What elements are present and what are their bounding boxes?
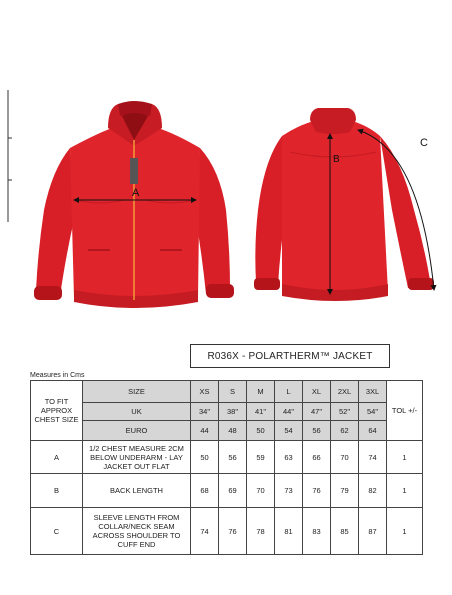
row-description: BACK LENGTH (83, 474, 191, 508)
value-cell: 83 (303, 508, 331, 555)
tol-label: TOL +/- (387, 381, 423, 441)
row-description: SLEEVE LENGTH FROM COLLAR/NECK SEAM ACROSS SHOULDER TO CUFF END (83, 508, 191, 555)
size-cell: M (247, 381, 275, 403)
uk-cell: 38" (219, 403, 247, 421)
row-code: B (31, 474, 83, 508)
table-row (31, 441, 423, 474)
value-cell: 70 (331, 441, 359, 474)
uk-cell: 52" (331, 403, 359, 421)
row-code: C (31, 508, 83, 555)
size-table (30, 380, 423, 555)
value-cell: 76 (303, 474, 331, 508)
value-cell: 68 (191, 474, 219, 508)
fit-label: TO FIT APPROX CHEST SIZE (31, 381, 83, 441)
uk-cell: 54" (359, 403, 387, 421)
euro-label: EURO (83, 421, 191, 441)
value-cell: 76 (219, 508, 247, 555)
tol-cell: 1 (387, 508, 423, 555)
row-code: A (31, 441, 83, 474)
table-row (31, 474, 423, 508)
euro-cell: 44 (191, 421, 219, 441)
size-cell: L (275, 381, 303, 403)
value-cell: 85 (331, 508, 359, 555)
size-cell: XS (191, 381, 219, 403)
value-cell: 82 (359, 474, 387, 508)
euro-cell: 50 (247, 421, 275, 441)
euro-cell: 62 (331, 421, 359, 441)
uk-cell: 47" (303, 403, 331, 421)
product-title: R036X - POLARTHERM™ JACKET (190, 344, 390, 368)
uk-cell: 34" (191, 403, 219, 421)
label-b: B (333, 154, 340, 165)
euro-cell: 56 (303, 421, 331, 441)
tol-cell: 1 (387, 474, 423, 508)
value-cell: 66 (303, 441, 331, 474)
measures-note: Measures in Cms (30, 372, 85, 379)
value-cell: 69 (219, 474, 247, 508)
uk-label: UK (83, 403, 191, 421)
euro-cell: 54 (275, 421, 303, 441)
uk-cell: 41" (247, 403, 275, 421)
table-row (31, 508, 423, 555)
size-cell: 3XL (359, 381, 387, 403)
value-cell: 78 (247, 508, 275, 555)
value-cell: 81 (275, 508, 303, 555)
label-a: A (132, 187, 140, 199)
back-jacket (254, 108, 434, 301)
euro-cell: 48 (219, 421, 247, 441)
value-cell: 79 (331, 474, 359, 508)
value-cell: 87 (359, 508, 387, 555)
size-label: SIZE (83, 381, 191, 403)
side-ruler (8, 90, 12, 222)
label-c: C (420, 137, 428, 149)
front-jacket (34, 101, 234, 308)
value-cell: 74 (359, 441, 387, 474)
value-cell: 73 (275, 474, 303, 508)
row-description: 1/2 CHEST MEASURE 2CM BELOW UNDERARM - LAY JACKET OUT FLAT (83, 441, 191, 474)
euro-cell: 64 (359, 421, 387, 441)
value-cell: 56 (219, 441, 247, 474)
value-cell: 59 (247, 441, 275, 474)
value-cell: 63 (275, 441, 303, 474)
size-cell: S (219, 381, 247, 403)
value-cell: 74 (191, 508, 219, 555)
value-cell: 50 (191, 441, 219, 474)
size-cell: 2XL (331, 381, 359, 403)
value-cell: 70 (247, 474, 275, 508)
tol-cell: 1 (387, 441, 423, 474)
size-cell: XL (303, 381, 331, 403)
uk-cell: 44" (275, 403, 303, 421)
